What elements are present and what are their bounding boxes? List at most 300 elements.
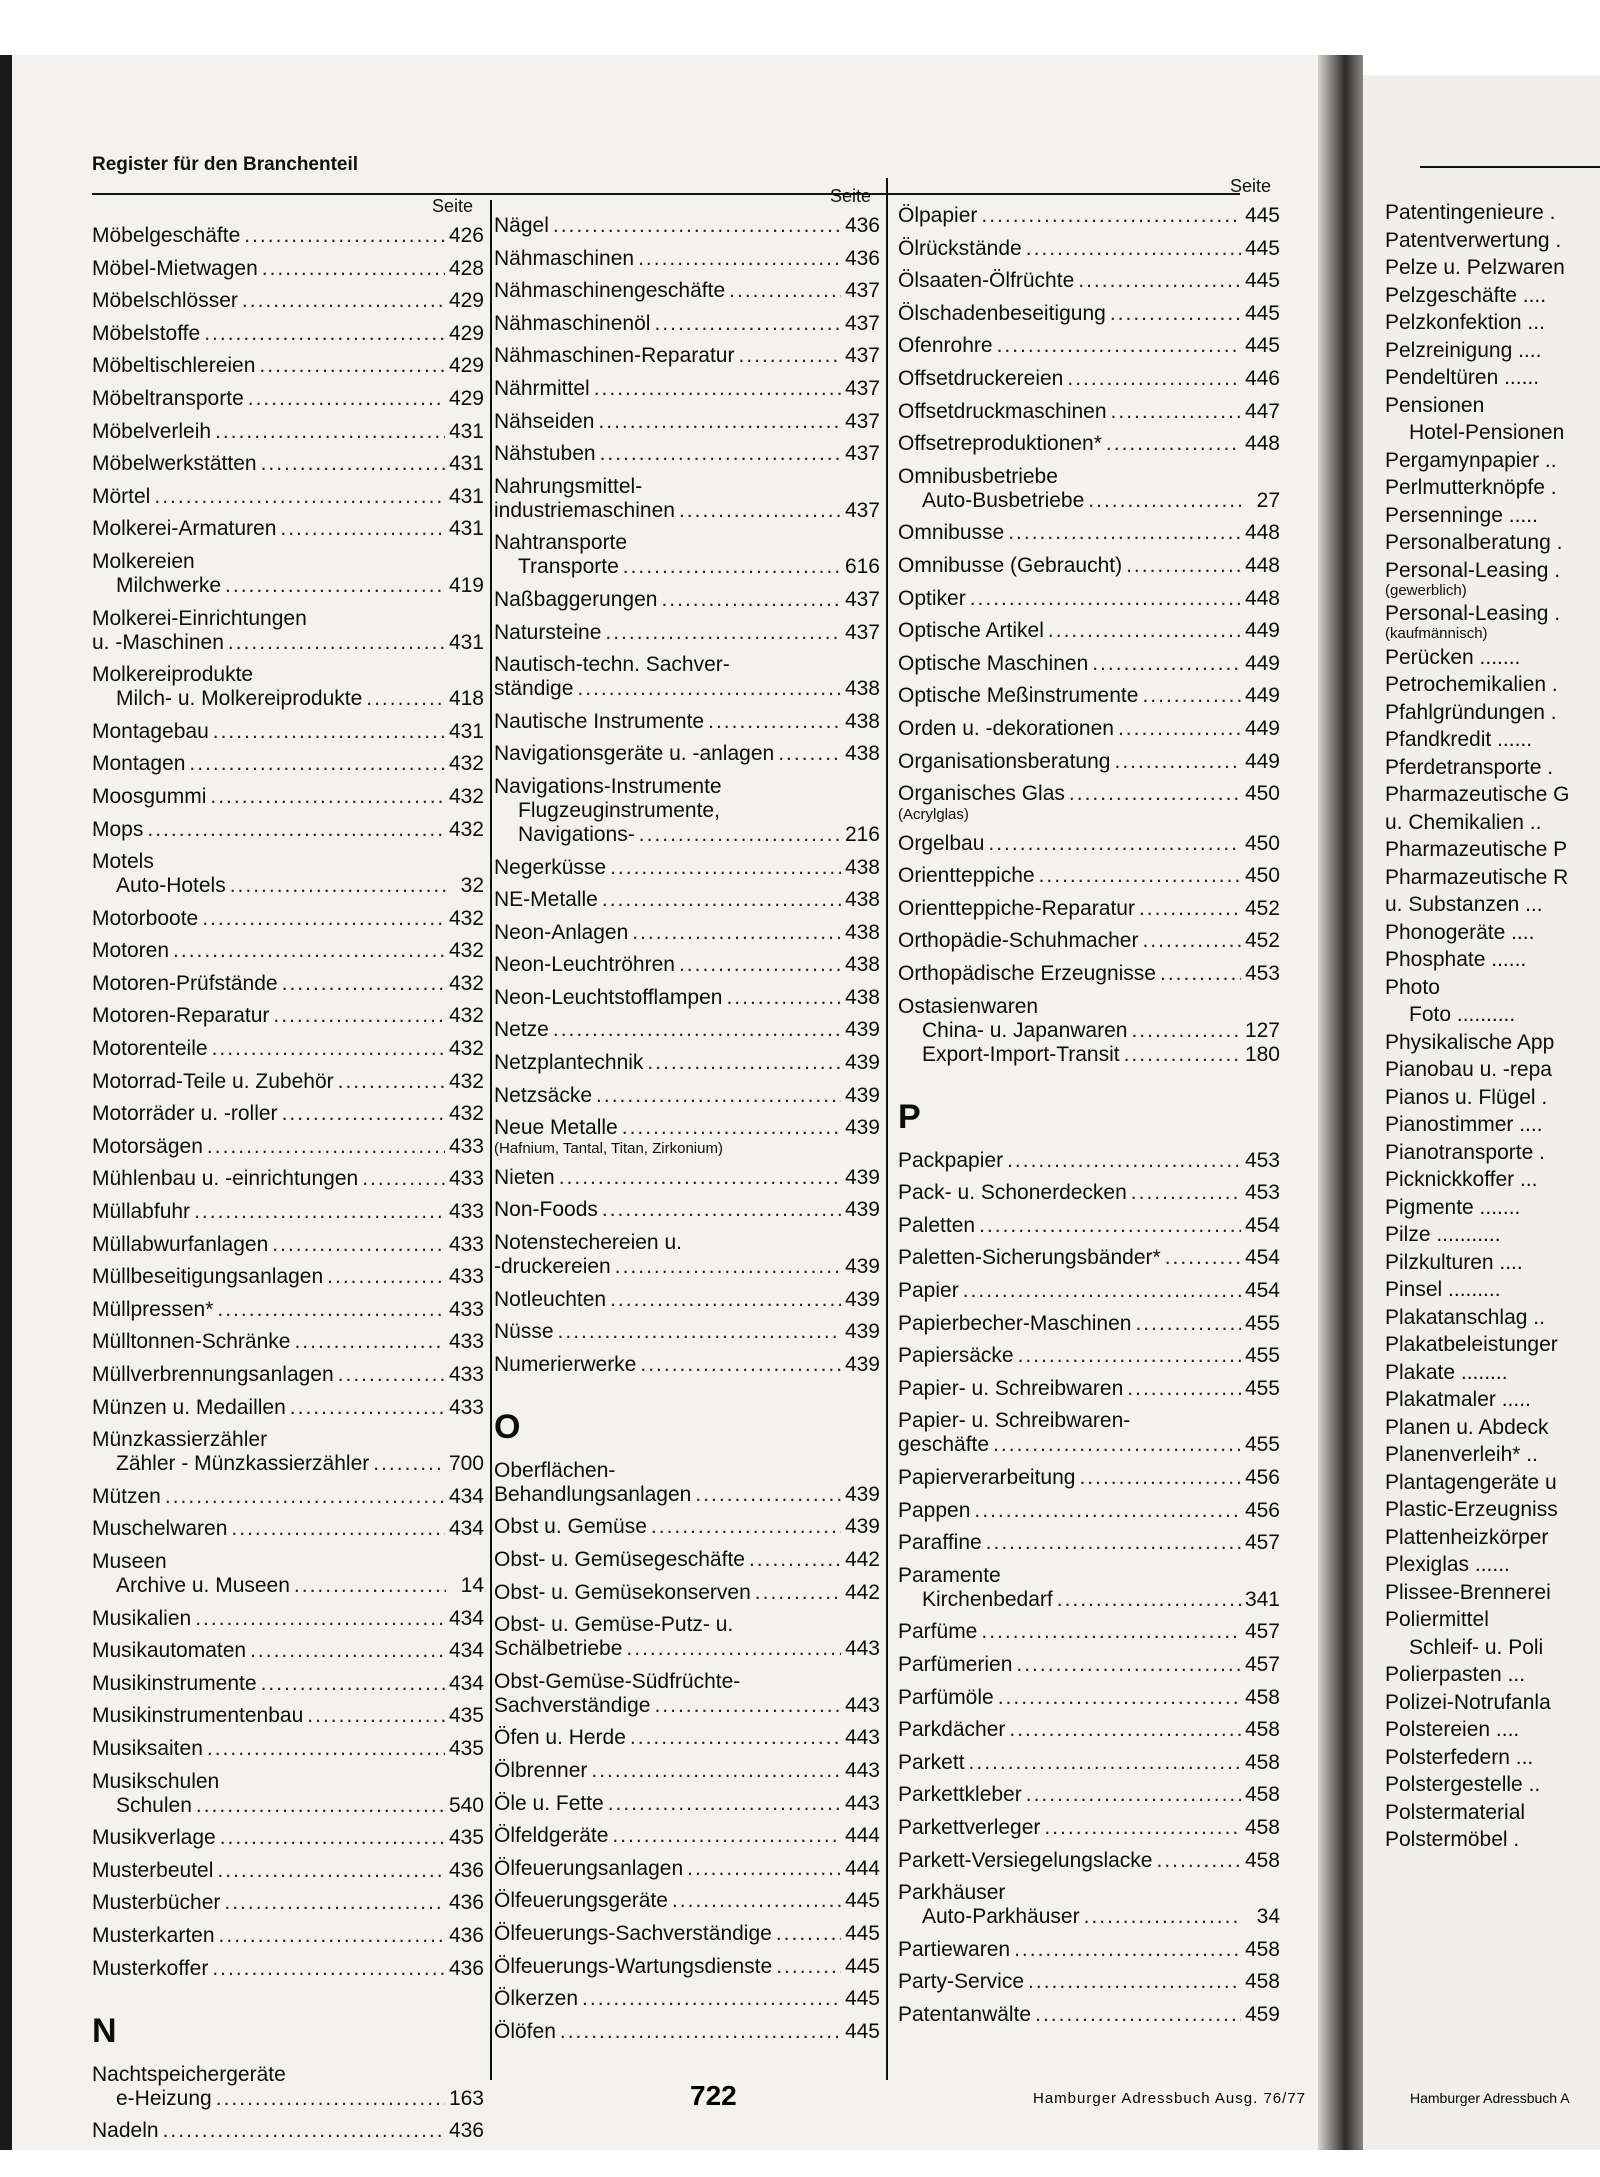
dot-leader	[196, 1794, 445, 1818]
entry-term: Pharmazeutische G	[1385, 783, 1570, 806]
index-entry	[898, 1751, 1280, 1775]
entry-page: 429	[448, 321, 484, 345]
entry-heading: Obst-Gemüse-Südfrüchte-	[494, 1669, 741, 1693]
entry-page: 443	[844, 1726, 880, 1750]
entry-term: Nüsse	[494, 1320, 554, 1344]
entry-term: Nähmaschinen	[494, 246, 635, 270]
entry-page: 454	[1244, 1213, 1280, 1237]
index-entry	[494, 677, 880, 701]
index-entry	[1385, 339, 1600, 363]
entry-heading: Oberflächen-	[494, 1458, 616, 1482]
index-entry	[1385, 531, 1600, 555]
index-entry	[1385, 1333, 1600, 1357]
index-entry	[92, 1265, 484, 1289]
dot-leader	[998, 1686, 1241, 1710]
page-header: Register für den Branchenteil	[92, 154, 359, 175]
entry-term: Phosphate ......	[1385, 948, 1527, 971]
index-entry	[1385, 838, 1600, 862]
index-entry	[1385, 811, 1600, 835]
scan-border-bottom	[0, 2150, 1600, 2177]
entry-term: e-Heizung	[116, 2086, 212, 2110]
entry-term: Orthopädie-Schuhmacher	[898, 929, 1139, 953]
index-entry	[898, 1531, 1280, 1555]
index-entry	[92, 1363, 484, 1387]
entry-page: 14	[460, 1573, 484, 1597]
index-entry	[1385, 366, 1600, 390]
entry-term: Perlmutterknöpfe .	[1385, 476, 1557, 499]
index-entry	[898, 1181, 1280, 1205]
dot-leader	[207, 1135, 445, 1159]
entry-term: Patentverwertung .	[1385, 228, 1562, 252]
entry-term: Numerierwerke	[494, 1352, 637, 1376]
entry-term: Ölfeuerungs-Wartungsdienste	[494, 1954, 773, 1978]
index-entry	[92, 224, 484, 248]
index-entry	[1385, 1553, 1600, 1577]
dot-leader	[626, 1637, 841, 1661]
entry-term: Personalberatung .	[1385, 531, 1563, 554]
entry-heading: Molkereien	[92, 549, 195, 573]
dot-leader	[981, 1620, 1241, 1644]
entry-term: Netzplantechnik	[494, 1051, 644, 1075]
seite-label-col1: Seite	[432, 196, 474, 216]
dot-leader	[204, 322, 445, 346]
index-entry	[1385, 1086, 1600, 1110]
entry-term: geschäfte	[898, 1433, 990, 1457]
entry-heading: Omnibusbetriebe	[898, 464, 1058, 488]
entry-page: 435	[448, 1736, 484, 1760]
dot-leader	[1165, 1246, 1241, 1270]
index-entry	[898, 684, 1280, 708]
dot-leader	[598, 410, 841, 434]
entry-page: 433	[448, 1232, 484, 1256]
entry-term: Parkettkleber	[898, 1783, 1022, 1807]
index-entry	[1385, 284, 1600, 308]
index-entry	[898, 1686, 1280, 1710]
entry-term: Motorrad-Teile u. Zubehör	[92, 1069, 334, 1093]
entry-term: Paletten	[898, 1213, 976, 1237]
entry-page: 216	[844, 822, 880, 846]
entry-page: 452	[1244, 929, 1280, 953]
entry-page: 443	[844, 1791, 880, 1815]
index-entry	[92, 1924, 484, 1948]
entry-note: (gewerblich)	[1385, 581, 1467, 599]
index-entry	[898, 432, 1280, 456]
index-entry	[898, 1620, 1280, 1644]
index-entry	[92, 420, 484, 444]
index-entry	[92, 2119, 484, 2143]
index-entry	[1385, 1498, 1600, 1522]
index-entry	[1385, 673, 1600, 697]
dot-leader	[610, 1288, 841, 1312]
index-entry	[494, 1759, 880, 1783]
index-entry	[898, 554, 1280, 578]
entry-term: Zähler - Münzkassierzähler	[116, 1452, 370, 1476]
dot-leader	[248, 387, 445, 411]
index-entry	[494, 588, 880, 612]
index-entry	[898, 1312, 1280, 1336]
index-entry	[898, 1718, 1280, 1742]
entry-term: -druckereien	[494, 1255, 611, 1279]
entry-term: Pianos u. Flügel .	[1385, 1085, 1548, 1109]
entry-page: 434	[448, 1671, 484, 1695]
index-entry	[494, 1084, 880, 1108]
entry-term: Pelzreinigung ....	[1385, 338, 1542, 362]
entry-page: 445	[1244, 301, 1280, 325]
entry-page: 445	[1244, 204, 1280, 227]
dot-leader	[217, 1859, 445, 1883]
seite-label-col3: Seite	[1230, 176, 1272, 196]
entry-term: Parfümerien	[898, 1652, 1013, 1676]
dot-leader	[165, 1485, 445, 1509]
entry-term: Orthopädische Erzeugnisse	[898, 962, 1156, 986]
entry-term: Müllabfuhr	[92, 1200, 191, 1224]
dot-leader	[290, 1396, 445, 1420]
entry-page: 458	[1244, 1937, 1280, 1961]
entry-page: 453	[1244, 1181, 1280, 1205]
index-entry	[898, 1043, 1280, 1067]
entry-term: Plakate ........	[1385, 1360, 1508, 1384]
entry-term: Ölöfen	[494, 2019, 556, 2043]
entry-term: Auto-Parkhäuser	[922, 1905, 1080, 1929]
index-entry	[898, 521, 1280, 545]
entry-page: 448	[1244, 586, 1280, 610]
entry-term: Nähmaschinen-Reparatur	[494, 344, 735, 368]
dot-leader	[294, 1574, 446, 1598]
dot-leader	[577, 677, 841, 701]
entry-page: 438	[844, 742, 880, 766]
index-entry	[494, 1824, 880, 1848]
entry-heading: Münzkassierzähler	[92, 1428, 268, 1452]
entry-term: Plakatbeleistunger	[1385, 1333, 1558, 1356]
entry-page: 433	[448, 1395, 484, 1419]
index-entry	[92, 1298, 484, 1322]
entry-page: 442	[844, 1548, 880, 1571]
entry-term: Motorsägen	[92, 1134, 203, 1158]
entry-page: 437	[844, 279, 880, 303]
entry-heading: Musikschulen	[92, 1769, 220, 1793]
index-entry	[898, 1433, 1280, 1457]
entry-term: Natursteine	[494, 620, 602, 644]
entry-page: 436	[844, 214, 880, 237]
entry-heading: Nahrungsmittel-	[494, 474, 643, 498]
entry-term: Motorboote	[92, 906, 199, 930]
entry-term: Planen u. Abdeck	[1385, 1415, 1549, 1439]
index-entry-group	[92, 550, 484, 598]
index-entry	[898, 1970, 1280, 1994]
dot-leader	[708, 710, 841, 734]
entry-term: Milch- u. Molkereiprodukte	[116, 687, 363, 711]
entry-term: Orgelbau	[898, 831, 985, 855]
entry-page: 439	[844, 1198, 880, 1222]
entry-term: Papier- u. Schreibwaren	[898, 1376, 1124, 1400]
entry-page: 449	[1244, 619, 1280, 643]
entry-term: Molkerei-Armaturen	[92, 517, 277, 541]
index-entry-group	[494, 1670, 880, 1718]
entry-term: Polstereien ....	[1385, 1718, 1520, 1741]
entry-term: Optiker	[898, 586, 966, 610]
dot-leader	[210, 785, 445, 809]
entry-term: Muschelwaren	[92, 1517, 228, 1541]
entry-term: Papierbecher-Maschinen	[898, 1311, 1132, 1335]
entry-term: Pack- u. Schonerdecken	[898, 1181, 1127, 1205]
entry-page: 439	[844, 1352, 880, 1376]
entry-page: 540	[448, 1793, 484, 1817]
index-entry	[898, 1499, 1280, 1523]
dot-leader	[307, 1704, 445, 1728]
entry-page: 437	[844, 376, 880, 400]
dot-leader	[217, 1298, 445, 1322]
entry-term: Ölpapier	[898, 204, 978, 227]
index-entry	[92, 257, 484, 281]
dot-leader	[338, 1363, 445, 1387]
index-entry	[1385, 229, 1600, 253]
index-entry	[494, 921, 880, 945]
index-entry	[92, 452, 484, 476]
entry-page: 458	[1244, 1970, 1280, 1994]
entry-term: Parkett	[898, 1750, 965, 1774]
entry-term: Musterkarten	[92, 1923, 215, 1947]
entry-term: Personal-Leasing .	[1385, 558, 1561, 582]
entry-term: Müllpressen*	[92, 1297, 214, 1321]
index-entry	[898, 1816, 1280, 1840]
index-entry	[1385, 559, 1600, 599]
index-entry-group	[494, 1231, 880, 1279]
index-entry	[1385, 1746, 1600, 1770]
entry-term: Optische Artikel	[898, 619, 1044, 643]
dot-leader	[615, 1255, 841, 1279]
entry-page: 433	[448, 1363, 484, 1386]
book-gutter	[1318, 55, 1363, 2150]
index-entry	[1385, 921, 1600, 945]
dot-leader	[970, 587, 1241, 611]
index-entry	[92, 972, 484, 996]
entry-term: Pappen	[898, 1498, 971, 1522]
header-rule-right	[1420, 166, 1600, 168]
index-entry	[1385, 311, 1600, 335]
dot-leader	[594, 377, 841, 401]
dot-leader	[242, 289, 445, 313]
index-entry	[898, 962, 1280, 986]
entry-page: 439	[844, 1287, 880, 1311]
dot-leader	[189, 752, 445, 776]
entry-page: 432	[448, 1004, 484, 1028]
section-letter: N	[92, 2011, 117, 2050]
index-entry	[898, 1653, 1280, 1677]
index-entry	[1385, 976, 1600, 1000]
dot-leader	[207, 1737, 445, 1761]
entry-page: 437	[844, 620, 880, 644]
entry-term: Photo	[1385, 975, 1440, 999]
entry-term: Nieten	[494, 1165, 555, 1189]
index-entry	[1385, 1471, 1600, 1495]
entry-page: 34	[1256, 1905, 1280, 1929]
entry-page: 439	[844, 1165, 880, 1189]
entry-term: Nägel	[494, 214, 549, 237]
dot-leader	[250, 1639, 445, 1663]
dot-leader	[610, 856, 841, 880]
entry-page: 458	[1244, 1685, 1280, 1709]
index-entry	[898, 1246, 1280, 1270]
dot-leader	[623, 555, 841, 579]
index-entry	[494, 279, 880, 303]
index-entry	[92, 485, 484, 509]
entry-page: 434	[448, 1484, 484, 1508]
entry-heading: Paramente	[898, 1563, 1001, 1587]
entry-term: Archive u. Museen	[116, 1573, 290, 1597]
entry-page: 436	[448, 1923, 484, 1947]
index-entry	[92, 2087, 484, 2111]
index-entry	[898, 897, 1280, 921]
dot-leader	[969, 1751, 1241, 1775]
entry-page: 443	[844, 1637, 880, 1661]
entry-term: Pfandkredit ......	[1385, 728, 1533, 751]
entry-term: Offsetreproduktionen*	[898, 432, 1102, 456]
entry-term: Organisationsberatung	[898, 749, 1111, 773]
entry-page: 455	[1244, 1376, 1280, 1400]
entry-page: 448	[1244, 553, 1280, 577]
entry-term: Ölfeuerungsanlagen	[494, 1856, 684, 1880]
entry-term: Montagen	[92, 752, 186, 776]
index-entry	[494, 888, 880, 912]
entry-page: 439	[844, 1083, 880, 1107]
dot-leader	[1026, 1783, 1241, 1807]
index-entry-group	[494, 653, 880, 701]
entry-page: 445	[1244, 236, 1280, 260]
entry-term: Physikalische App	[1385, 1030, 1555, 1054]
dot-leader	[679, 499, 841, 523]
index-entry	[494, 1726, 880, 1750]
entry-term: Hotel-Pensionen	[1409, 421, 1565, 444]
entry-term: Kirchenbedarf	[922, 1587, 1053, 1611]
entry-term: Mützen	[92, 1484, 161, 1508]
dot-leader	[1142, 684, 1241, 708]
index-entry	[494, 2020, 880, 2044]
index-entry	[494, 312, 880, 336]
entry-term: Ölbrenner	[494, 1758, 588, 1782]
entry-heading: Parkhäuser	[898, 1881, 1006, 1905]
entry-page: 433	[448, 1297, 484, 1321]
entry-term: Musikinstrumentenbau	[92, 1704, 304, 1728]
entry-term: Motorenteile	[92, 1037, 208, 1061]
entry-page: 457	[1244, 1620, 1280, 1644]
index-entry	[1385, 1691, 1600, 1715]
header-rule	[92, 193, 1240, 195]
index-entry	[1385, 476, 1600, 500]
index-entry	[1385, 201, 1600, 225]
index-entry	[1385, 1223, 1600, 1247]
index-entry	[494, 1548, 880, 1572]
dot-leader	[373, 1452, 445, 1476]
entry-term: Musterbeutel	[92, 1858, 214, 1882]
entry-term: Plexiglas ......	[1385, 1553, 1510, 1576]
index-entry	[92, 1672, 484, 1696]
index-entry	[1385, 1003, 1600, 1027]
index-entry	[92, 289, 484, 313]
entry-term: Persenninge .....	[1385, 503, 1538, 527]
index-entry	[92, 1135, 484, 1159]
entry-page: 341	[1244, 1587, 1280, 1611]
entry-page: 438	[844, 709, 880, 733]
dot-leader	[262, 257, 445, 281]
index-entry	[1385, 1306, 1600, 1330]
entry-page: 437	[844, 344, 880, 368]
entry-page: 163	[448, 2086, 484, 2110]
entry-page: 434	[448, 1639, 484, 1663]
index-entry	[494, 1198, 880, 1222]
index-entry	[92, 687, 484, 711]
index-entry	[92, 574, 484, 598]
index-entry	[898, 1149, 1280, 1173]
dot-leader	[749, 1548, 841, 1572]
entry-term: Pilze ...........	[1385, 1223, 1501, 1246]
entry-page: 433	[448, 1330, 484, 1354]
index-entry	[898, 717, 1280, 741]
entry-term: Mops	[92, 817, 144, 841]
index-entry	[494, 710, 880, 734]
entry-page: 443	[844, 1758, 880, 1782]
entry-heading: Notenstechereien u.	[494, 1231, 682, 1255]
entry-page: 439	[844, 1482, 880, 1506]
entry-page: 439	[844, 1320, 880, 1344]
entry-page: 445	[844, 1889, 880, 1913]
dot-leader	[647, 1051, 841, 1075]
dot-leader	[776, 1955, 841, 1979]
entry-term: Organisches Glas	[898, 782, 1065, 806]
dot-leader	[997, 334, 1241, 358]
index-entry	[92, 720, 484, 744]
index-entry	[494, 742, 880, 766]
entry-heading: Navigations-Instrumente	[494, 774, 722, 798]
index-entry	[898, 302, 1280, 326]
entry-term: Naßbaggerungen	[494, 587, 658, 611]
index-entry	[1385, 602, 1600, 642]
entry-term: Personal-Leasing .	[1385, 602, 1561, 625]
dot-leader	[605, 621, 841, 645]
dot-leader	[1078, 269, 1241, 293]
dot-leader	[679, 953, 841, 977]
index-entry	[898, 652, 1280, 676]
entry-term: Perücken .......	[1385, 645, 1521, 669]
entry-page: 436	[448, 1891, 484, 1915]
entry-term: Foto ..........	[1409, 1003, 1516, 1026]
entry-term: Navigations-	[518, 822, 635, 846]
entry-term: Möbelschlösser	[92, 289, 238, 313]
dot-leader	[1110, 302, 1241, 326]
index-entry	[1385, 449, 1600, 473]
dot-leader	[366, 687, 445, 711]
entry-page: 443	[844, 1693, 880, 1717]
index-entry	[1385, 1828, 1600, 1852]
index-entry-group	[92, 607, 484, 655]
entry-term: Öle u. Fette	[494, 1791, 604, 1815]
index-entry	[92, 1737, 484, 1761]
entry-heading: Nachtspeichergeräte	[92, 2062, 286, 2086]
index-entry	[898, 1344, 1280, 1368]
index-entry	[92, 1859, 484, 1883]
index-entry	[92, 1891, 484, 1915]
index-entry	[494, 986, 880, 1010]
entry-heading-2: Flugzeuginstrumente,	[518, 798, 720, 822]
entry-term: Polstergestelle ..	[1385, 1773, 1541, 1796]
entry-page: 616	[844, 555, 880, 579]
dot-leader	[1035, 2003, 1241, 2027]
entry-page: 428	[448, 256, 484, 280]
dot-leader	[230, 874, 446, 898]
dot-leader	[1114, 750, 1240, 774]
entry-term: NE-Metalle	[494, 888, 598, 912]
index-entry	[92, 1794, 484, 1818]
index-entry	[1385, 1718, 1600, 1742]
